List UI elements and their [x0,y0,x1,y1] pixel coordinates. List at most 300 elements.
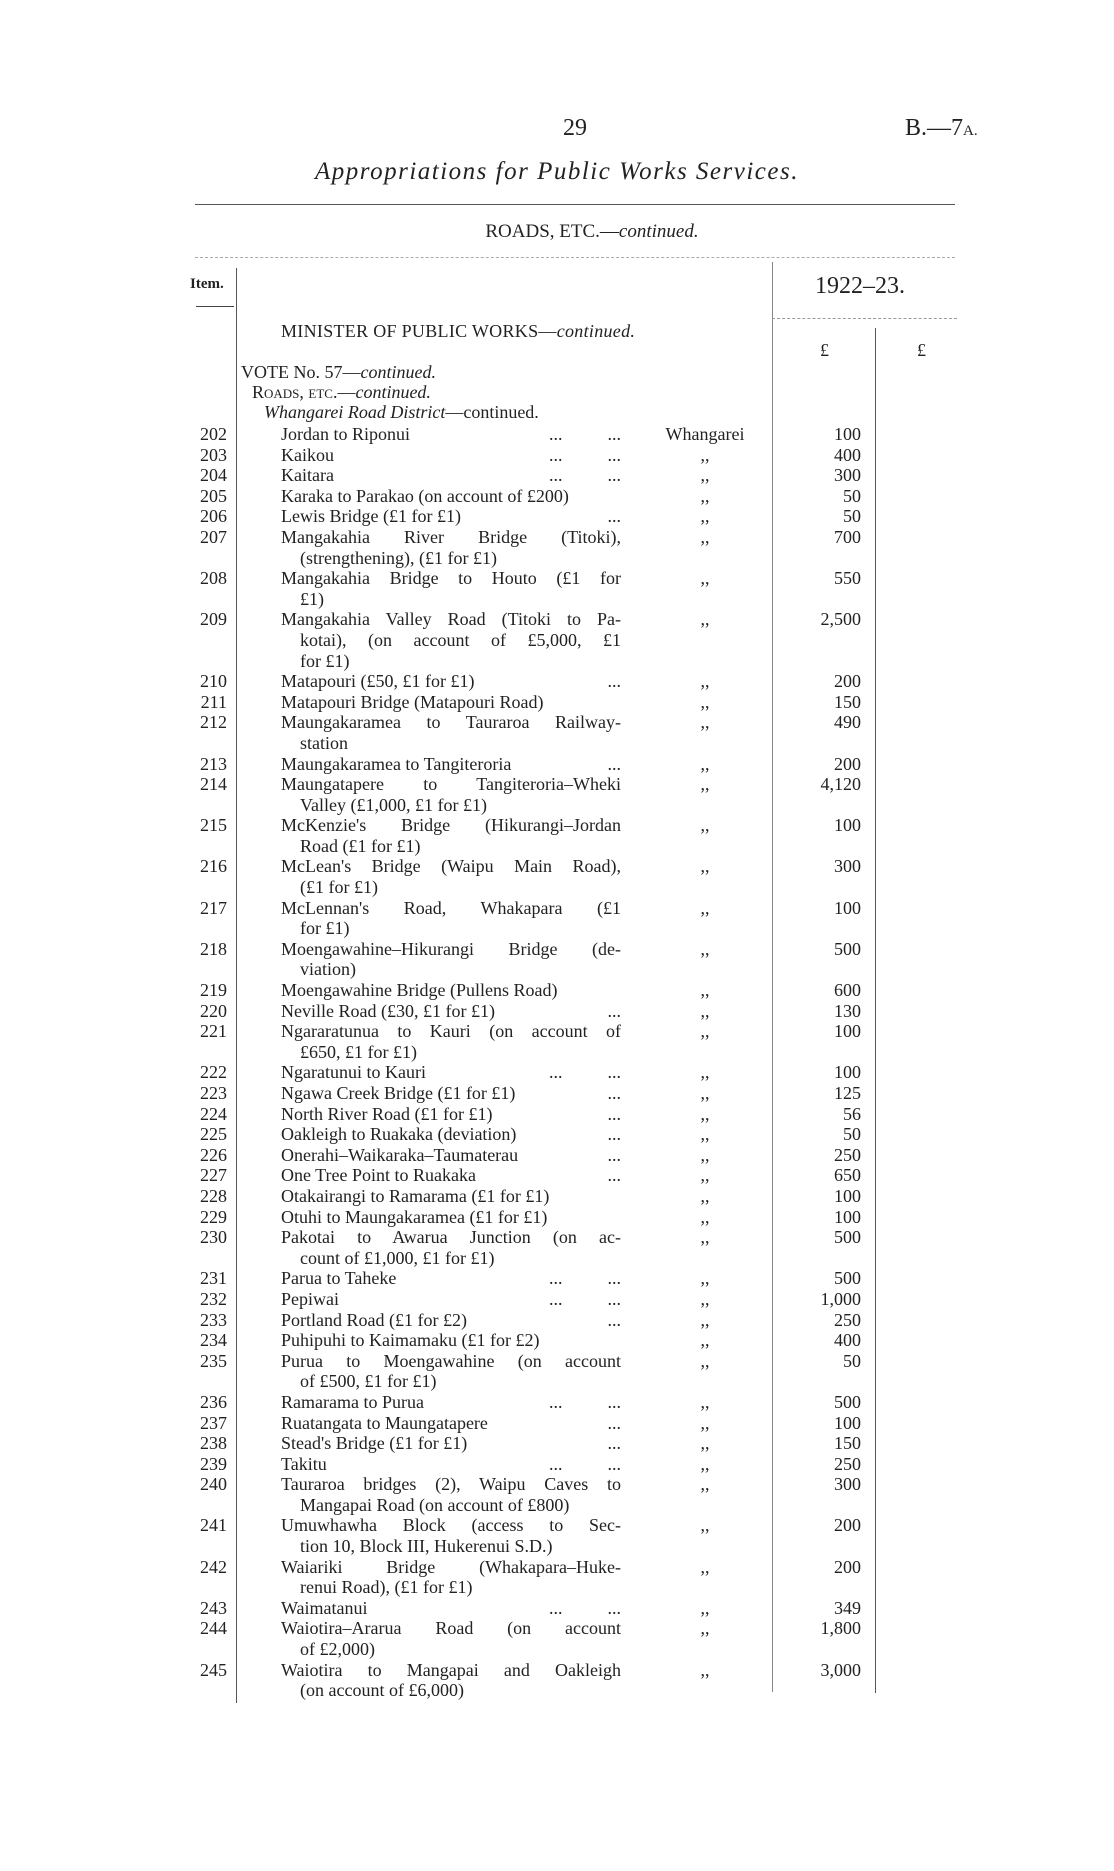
item-description [281,1310,621,1331]
item-header-rule [196,306,234,307]
locality: ,, [700,1083,710,1104]
item-number: 223 [200,1083,227,1104]
table-row [0,1145,1114,1166]
description-text: Lewis Bridge (£1 for £1) [281,506,461,527]
table-row [0,609,1114,671]
section-heading [35,221,1114,243]
locality: ,, [700,1021,710,1042]
item-number: 202 [200,424,227,444]
amount: 56 [843,1103,861,1124]
table-row [0,712,1114,753]
item-description [281,1618,621,1659]
leader-dots: ... [607,753,621,774]
amount: 50 [843,1124,861,1145]
locality: ,, [700,1268,710,1289]
locality: ,, [700,856,710,877]
table-row [0,1104,1114,1125]
item-number: 228 [200,1185,227,1206]
vote-heading-text: VOTE No. 57— [241,362,361,382]
item-description [281,424,621,445]
amount: 200 [834,1515,861,1536]
item-description [281,1351,621,1392]
item-description [281,486,621,507]
table-row [0,1330,1114,1351]
leader-dots: ... [607,1124,621,1145]
description-line: Maungatapere to Tangiteroria–Wheki [281,774,621,795]
amount: 300 [834,465,861,486]
description-line: Otuhi to Maungakaramea (£1 for £1) [281,1206,548,1227]
description-first-line [281,671,621,692]
description-line: Otakairangi to Ramarama (£1 for £1) [281,1185,550,1206]
item-description [281,1557,621,1598]
description-line: for £1) [300,650,350,671]
item-description [281,815,621,856]
description-text: Neville Road (£30, £1 for £1) [281,1000,495,1021]
amount: 600 [834,980,861,1001]
locality: ,, [700,1412,710,1433]
currency-header-1: £ [820,340,829,360]
table-row [0,1062,1114,1083]
table-row [0,1557,1114,1598]
description-line: (£1 for £1) [300,877,378,898]
description-text: Stead's Bridge (£1 for £1) [281,1433,468,1454]
leader-dots: ... [607,1433,621,1454]
item-number: 208 [200,568,227,589]
description-line: Road (£1 for £1) [300,835,421,856]
amount: 130 [834,1000,861,1021]
item-number: 239 [200,1453,227,1474]
vote-heading [241,362,436,383]
table-row [0,1207,1114,1228]
item-number: 205 [200,485,227,506]
description-first-line [281,1083,621,1104]
amount: 100 [834,897,861,918]
amount: 650 [834,1165,861,1186]
locality: ,, [700,980,710,1001]
description-first-line [281,1598,621,1619]
leader-dots: ... [607,1000,621,1021]
amount: 1,000 [820,1288,861,1309]
item-number: 241 [200,1515,227,1536]
leader-dots: ... [607,1412,621,1433]
table-row [0,527,1114,568]
leader-dots: ... ... [549,465,621,486]
item-description [281,1001,621,1022]
item-number: 214 [200,774,227,795]
locality: ,, [700,671,710,692]
description-first-line [281,1268,621,1289]
minister-heading-text: MINISTER OF PUBLIC WORKS— [281,321,557,341]
locality: ,, [700,1474,710,1495]
amount: 50 [843,1350,861,1371]
description-text: Waimatanui [281,1597,368,1618]
item-description [281,1289,621,1310]
description-line: £650, £1 for £1) [300,1041,417,1062]
roads-heading-text: Roads, etc.— [252,382,356,402]
table-row [0,980,1114,1001]
table-row [0,1227,1114,1268]
item-number: 236 [200,1391,227,1412]
item-number: 235 [200,1350,227,1371]
locality: ,, [700,1103,710,1124]
description-line: McLennan's Road, Whakapara (£1 [281,897,621,918]
table-row [0,1433,1114,1454]
item-description [281,1268,621,1289]
locality: ,, [700,897,710,918]
leader-dots: ... ... [549,1391,621,1412]
table-row [0,1124,1114,1145]
description-line: McKenzie's Bridge (Hikurangi–Jordan [281,815,621,836]
item-number: 231 [200,1268,227,1289]
item-number: 230 [200,1227,227,1248]
description-line: Mangapai Road (on account of £800) [300,1494,570,1515]
description-first-line [281,1001,621,1022]
description-first-line [281,465,621,486]
item-description [281,527,621,568]
locality: ,, [700,1659,710,1680]
description-first-line [281,1310,621,1331]
table-row [0,445,1114,466]
roads-heading [252,382,431,403]
item-description [281,774,621,815]
section-heading-italic: continued. [618,221,699,242]
appropriations-table [0,424,1114,1701]
amount: 490 [834,712,861,733]
table-row [0,1268,1114,1289]
amount: 250 [834,1309,861,1330]
leader-dots: ... [607,671,621,692]
table-top-rule [195,257,955,258]
table-row [0,692,1114,713]
description-line: Waiotira to Mangapai and Oakleigh [281,1659,621,1680]
item-description [281,1083,621,1104]
locality: ,, [700,1556,710,1577]
item-description [281,465,621,486]
table-row [0,1392,1114,1413]
locality: ,, [700,1165,710,1186]
item-number: 222 [200,1062,227,1083]
item-number: 232 [200,1288,227,1309]
item-description [281,692,621,713]
description-line: kotai), (on account of £5,000, £1 [300,629,621,650]
item-number: 224 [200,1103,227,1124]
table-row [0,1021,1114,1062]
table-row [0,568,1114,609]
table-row [0,1413,1114,1434]
minister-heading [281,321,635,342]
description-text: Ngaratunui to Kauri [281,1062,426,1083]
table-row [0,1454,1114,1475]
item-column-header: Item. [190,276,224,292]
description-line: Moengawahine Bridge (Pullens Road) [281,980,558,1001]
description-first-line [281,1433,621,1454]
item-description [281,1021,621,1062]
item-description [281,1392,621,1413]
description-text: One Tree Point to Ruakaka [281,1165,476,1186]
item-description [281,1145,621,1166]
item-number: 215 [200,815,227,836]
item-number: 220 [200,1000,227,1021]
amount: 100 [834,1021,861,1042]
item-number: 218 [200,938,227,959]
description-line: for £1) [300,918,350,939]
locality: ,, [700,691,710,712]
description-line: Tauraroa bridges (2), Waipu Caves to [281,1474,621,1495]
locality: ,, [700,753,710,774]
item-description [281,754,621,775]
table-row [0,774,1114,815]
description-text: North River Road (£1 for £1) [281,1103,493,1124]
locality: ,, [700,1433,710,1454]
amount: 250 [834,1453,861,1474]
table-row [0,1310,1114,1331]
amount: 150 [834,1433,861,1454]
table-row [0,856,1114,897]
locality: ,, [700,465,710,486]
table-row [0,424,1114,445]
description-line: viation) [300,959,356,980]
table-row [0,1660,1114,1701]
description-text: Ramarama to Purua [281,1391,424,1412]
table-row [0,1289,1114,1310]
description-first-line [281,1124,621,1145]
item-description [281,1515,621,1556]
item-description [281,1598,621,1619]
description-first-line [281,445,621,466]
description-line: of £500, £1 for £1) [300,1371,437,1392]
amount: 500 [834,1268,861,1289]
table-row [0,1515,1114,1556]
item-number: 211 [200,691,227,712]
amount: 50 [843,506,861,527]
title-divider [195,204,955,205]
item-description [281,1330,621,1351]
table-row [0,1186,1114,1207]
district-heading-italic: Whangarei Road District [264,402,446,422]
item-description [281,1433,621,1454]
locality: ,, [700,1309,710,1330]
description-text: Maungakaramea to Tangiteroria [281,753,512,774]
roads-heading-italic: continued. [355,382,431,402]
table-row [0,939,1114,980]
description-text: Ruatangata to Maungatapere [281,1412,488,1433]
table-row [0,815,1114,856]
table-row [0,1474,1114,1515]
item-number: 227 [200,1165,227,1186]
year-header-rule [772,318,957,319]
item-description [281,506,621,527]
description-line: Matapouri Bridge (Matapouri Road) [281,691,544,712]
amount: 500 [834,1391,861,1412]
amount: 550 [834,568,861,589]
item-number: 234 [200,1330,227,1351]
amount: 500 [834,1227,861,1248]
amount: 125 [834,1083,861,1104]
item-number: 217 [200,897,227,918]
locality: ,, [700,815,710,836]
leader-dots: ... ... [549,1288,621,1309]
item-description [281,1660,621,1701]
item-description [281,898,621,939]
leader-dots: ... [607,1165,621,1186]
item-description [281,1207,621,1228]
amount: 100 [834,424,861,444]
locality: ,, [700,1062,710,1083]
description-line: (strengthening), (£1 for £1) [300,547,497,568]
description-line: (on account of £6,000) [300,1680,464,1701]
description-first-line [281,754,621,775]
table-row [0,754,1114,775]
amount: 50 [843,485,861,506]
locality: ,, [700,938,710,959]
amount: 100 [834,815,861,836]
amount: 4,120 [820,774,861,795]
item-number: 219 [200,980,227,1001]
year-header: 1922–23. [815,273,905,299]
description-line: Umuwhawha Block (access to Sec- [281,1515,621,1536]
item-number: 240 [200,1474,227,1495]
amount: 500 [834,938,861,959]
locality: ,, [700,1515,710,1536]
district-heading [264,402,539,423]
locality: ,, [700,1618,710,1639]
item-description [281,856,621,897]
description-line: Waiariki Bridge (Whakapara–Huke- [281,1556,621,1577]
item-description [281,609,621,671]
table-row [0,486,1114,507]
item-description [281,1124,621,1145]
leader-dots: ... [607,1309,621,1330]
leader-dots: ... ... [549,1597,621,1618]
locality: ,, [700,1206,710,1227]
item-number: 221 [200,1021,227,1042]
amount: 100 [834,1185,861,1206]
description-line: renui Road), (£1 for £1) [300,1577,473,1598]
item-number: 244 [200,1618,227,1639]
description-line: Mangakahia Valley Road (Titoki to Pa- [281,609,621,630]
table-row [0,506,1114,527]
description-line: McLean's Bridge (Waipu Main Road), [281,856,621,877]
locality: ,, [700,1185,710,1206]
description-line: Ngararatunua to Kauri (on account of [281,1021,621,1042]
description-first-line [281,1165,621,1186]
description-line: Purua to Moengawahine (on account [281,1350,621,1371]
item-description [281,445,621,466]
locality: ,, [700,444,710,465]
item-description [281,980,621,1001]
page-title: Appropriations for Public Works Services. [315,158,799,185]
currency-header-2: £ [917,340,926,360]
description-text: Jordan to Riponui [281,424,410,444]
description-text: Onerahi–Waikaraka–Taumaterau [281,1144,519,1165]
amount: 100 [834,1206,861,1227]
locality: ,, [700,1288,710,1309]
amount: 300 [834,856,861,877]
locality: ,, [700,485,710,506]
amount: 400 [834,444,861,465]
table-row [0,1165,1114,1186]
table-row [0,1598,1114,1619]
description-text: Portland Road (£1 for £2) [281,1309,467,1330]
description-first-line [281,1392,621,1413]
description-first-line [281,1413,621,1434]
locality: ,, [700,1453,710,1474]
vote-heading-italic: continued. [360,362,436,382]
district-heading-text: —continued. [445,402,539,422]
item-number: 212 [200,712,227,733]
table-row [0,671,1114,692]
description-line: of £2,000) [300,1639,375,1660]
item-number: 233 [200,1309,227,1330]
description-line: Puhipuhi to Kaimamaku (£1 for £2) [281,1330,540,1351]
description-line: station [300,732,348,753]
item-number: 237 [200,1412,227,1433]
item-number: 216 [200,856,227,877]
description-line: count of £1,000, £1 for £1) [300,1247,495,1268]
item-number: 242 [200,1556,227,1577]
page-number: 29 [563,115,587,141]
item-description [281,1104,621,1125]
item-description [281,1413,621,1434]
item-description [281,568,621,609]
item-number: 245 [200,1659,227,1680]
description-text: Takitu [281,1453,327,1474]
locality: ,, [700,774,710,795]
document-reference [905,115,978,142]
description-text: Pepiwai [281,1288,339,1309]
description-line: £1) [300,588,324,609]
table-row [0,465,1114,486]
locality: ,, [700,526,710,547]
item-number: 225 [200,1124,227,1145]
amount: 700 [834,526,861,547]
leader-dots: ... ... [549,444,621,465]
item-number: 203 [200,444,227,465]
amount: 200 [834,671,861,692]
reference-suffix: A. [963,123,978,139]
leader-dots: ... ... [549,424,621,444]
leader-dots: ... [607,506,621,527]
description-line: tion 10, Block III, Hukerenui S.D.) [300,1536,553,1557]
description-line: Moengawahine–Hikurangi Bridge (de- [281,938,621,959]
amount: 300 [834,1474,861,1495]
item-number: 229 [200,1206,227,1227]
amount: 250 [834,1144,861,1165]
amount: 2,500 [820,609,861,630]
amount: 3,000 [820,1659,861,1680]
description-line: Waiotira–Ararua Road (on account [281,1618,621,1639]
locality: ,, [700,1144,710,1165]
item-number: 207 [200,526,227,547]
item-number: 238 [200,1433,227,1454]
table-row [0,1083,1114,1104]
locality: ,, [700,1124,710,1145]
description-first-line [281,1289,621,1310]
leader-dots: ... ... [549,1453,621,1474]
locality: ,, [700,506,710,527]
item-number: 206 [200,506,227,527]
locality: ,, [700,568,710,589]
amount: 150 [834,691,861,712]
item-description [281,1227,621,1268]
description-text: Matapouri (£50, £1 for £1) [281,671,475,692]
table-row [0,1351,1114,1392]
description-line: Valley (£1,000, £1 for £1) [300,794,487,815]
description-line: Maungakaramea to Tauraroa Railway- [281,712,621,733]
locality: ,, [700,1000,710,1021]
item-number: 210 [200,671,227,692]
description-text: Kaikou [281,444,334,465]
